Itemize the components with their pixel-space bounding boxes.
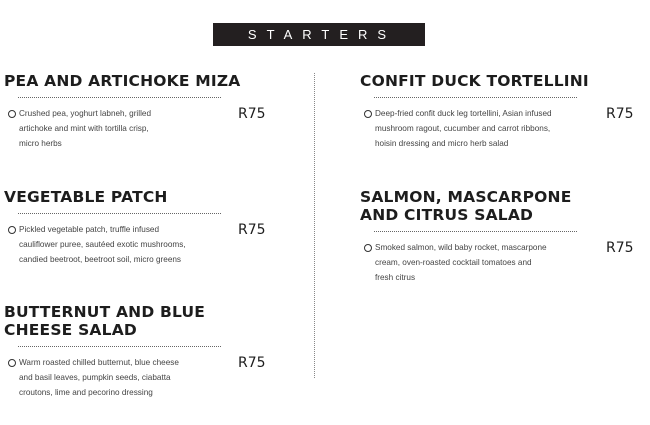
title-line: VEGETABLE PATCH xyxy=(4,188,168,206)
menu-item-title xyxy=(360,72,589,90)
description-line: cream, oven-roasted cocktail tomatoes and xyxy=(375,258,532,267)
menu-item-price: R75 xyxy=(238,222,266,238)
menu-item xyxy=(360,72,634,148)
section-title-banner: STARTERS xyxy=(213,23,425,46)
description-line: fresh citrus xyxy=(375,273,416,282)
menu-item-price: R75 xyxy=(238,355,266,371)
description-line: croutons, lime and pecorino dressing xyxy=(19,388,153,397)
title-line: SALMON, MASCARPONE xyxy=(360,188,572,206)
description-line: Smoked salmon, wild baby rocket, mascarpone xyxy=(375,243,547,252)
bullet-circle-icon xyxy=(364,244,372,252)
menu-item-description xyxy=(375,240,547,285)
bullet-circle-icon xyxy=(8,110,16,118)
menu-item xyxy=(4,303,266,397)
menu-item xyxy=(4,188,266,264)
menu-item-description xyxy=(375,106,552,151)
description-line: Deep-fried confit duck leg tortellini, Asian infused xyxy=(375,109,552,118)
menu-item-price: R75 xyxy=(606,240,634,256)
dotted-divider xyxy=(18,97,221,98)
title-line: BUTTERNUT AND BLUE xyxy=(4,303,206,321)
menu-item-description xyxy=(19,106,151,151)
description-line: mushroom ragout, cucumber and carrot ribbons, xyxy=(375,124,551,133)
dotted-divider xyxy=(374,231,577,232)
menu-item-price: R75 xyxy=(606,106,634,122)
dotted-divider xyxy=(18,213,221,214)
description-line: hoisin dressing and micro herb salad xyxy=(375,139,509,148)
menu-item-title xyxy=(4,188,168,206)
bullet-circle-icon xyxy=(364,110,372,118)
description-line: Crushed pea, yoghurt labneh, grilled xyxy=(19,109,151,118)
title-line: PEA AND ARTICHOKE MIZA xyxy=(4,72,241,90)
menu-item xyxy=(360,188,634,282)
menu-item-title xyxy=(4,303,205,339)
description-line: Pickled vegetable patch, truffle infused xyxy=(19,225,160,234)
menu-item-description xyxy=(19,222,186,267)
description-line: and basil leaves, pumpkin seeds, ciabatta xyxy=(19,373,171,382)
menu-item-price: R75 xyxy=(238,106,266,122)
menu-item-description xyxy=(19,355,179,400)
title-line: CHEESE SALAD xyxy=(4,321,137,339)
menu-item-title xyxy=(360,188,571,224)
title-line: CONFIT DUCK TORTELLINI xyxy=(360,72,589,90)
column-divider xyxy=(314,73,315,378)
description-line: artichoke and mint with tortilla crisp, xyxy=(19,124,149,133)
menu-item-title xyxy=(4,72,241,90)
description-line: micro herbs xyxy=(19,139,62,148)
description-line: candied beetroot, beetroot soil, micro greens xyxy=(19,255,182,264)
description-line: Warm roasted chilled butternut, blue cheese xyxy=(19,358,179,367)
bullet-circle-icon xyxy=(8,226,16,234)
bullet-circle-icon xyxy=(8,359,16,367)
dotted-divider xyxy=(374,97,577,98)
menu-item xyxy=(4,72,266,148)
description-line: cauliflower puree, sautéed exotic mushrooms, xyxy=(19,240,186,249)
title-line: AND CITRUS SALAD xyxy=(360,206,534,224)
dotted-divider xyxy=(18,346,221,347)
